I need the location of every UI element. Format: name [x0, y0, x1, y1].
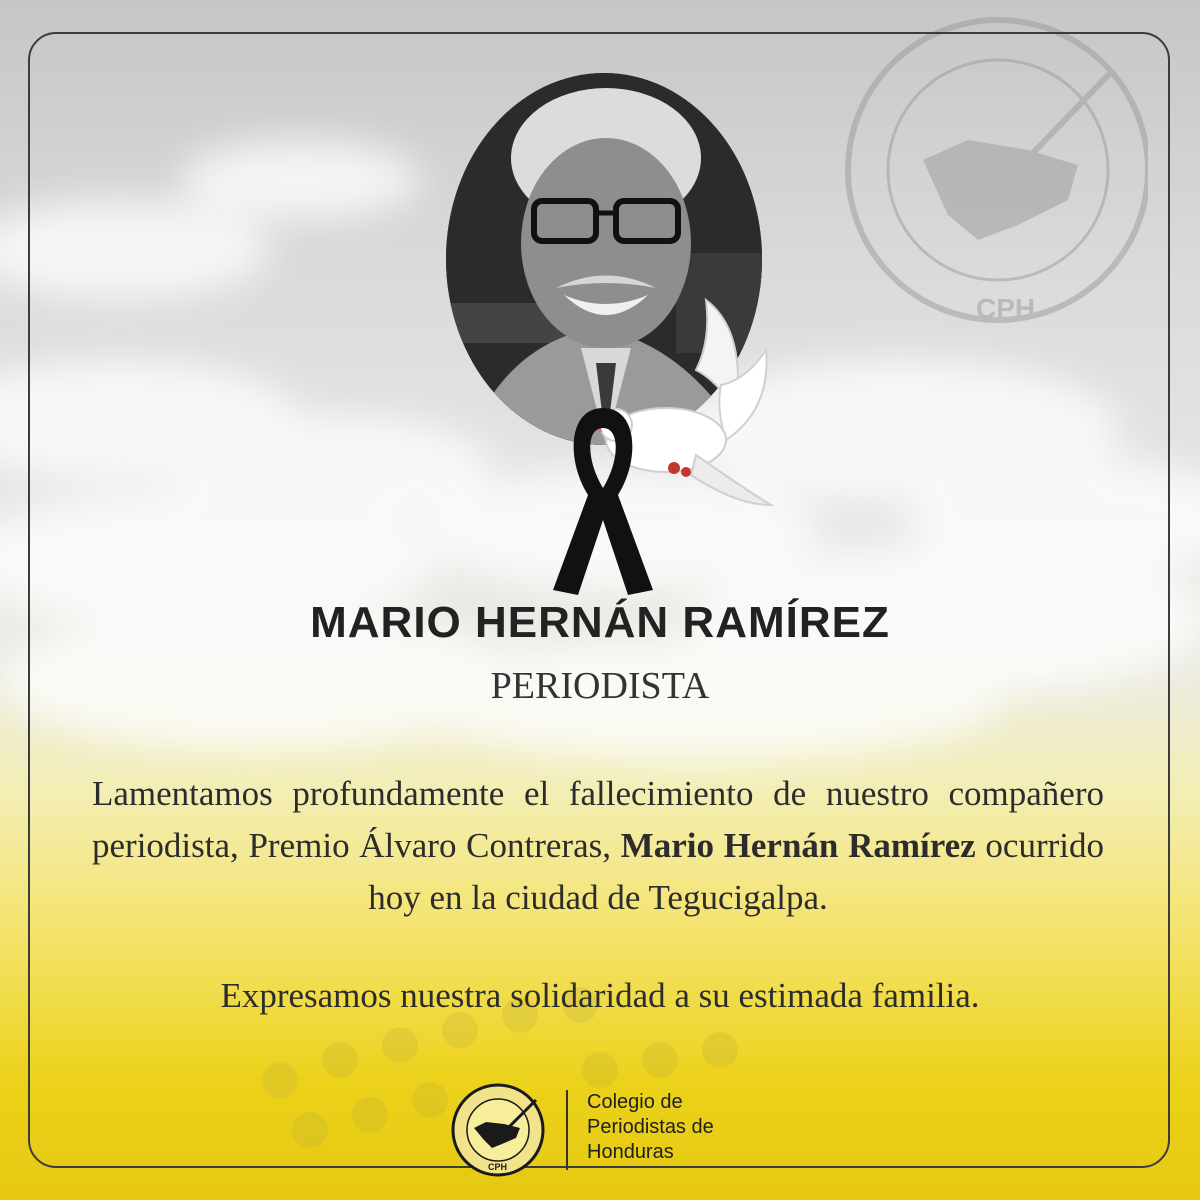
cph-seal-logo — [450, 1082, 546, 1178]
message-text-start: Lamentamos profundamente el fallecimiento de nuestro compañero periodista, Premio Álvaro Contreras, — [92, 774, 1104, 865]
message-text-end: ocurrido hoy en la ciudad de Tegucigalpa. — [368, 826, 1104, 917]
watermark-acronym: CPH — [976, 293, 1036, 324]
footer-divider — [566, 1090, 568, 1170]
organization-name — [587, 1090, 787, 1165]
org-name-line-2: Periodistas de — [587, 1116, 714, 1138]
closing-message: Expresamos nuestra solidaridad a su estimada familia. — [220, 976, 980, 1015]
black-ribbon-icon — [548, 400, 658, 600]
deceased-role: PERIODISTA — [490, 665, 710, 707]
deceased-name: MARIO HERNÁN RAMÍREZ — [310, 598, 890, 647]
seal-acronym: CPH — [488, 1162, 508, 1172]
org-name-line-3: Honduras — [587, 1141, 674, 1163]
condolence-message — [92, 768, 1104, 924]
message-name-bold: Mario Hernán Ramírez — [620, 826, 976, 865]
org-name-line-1: Colegio de — [587, 1091, 683, 1113]
